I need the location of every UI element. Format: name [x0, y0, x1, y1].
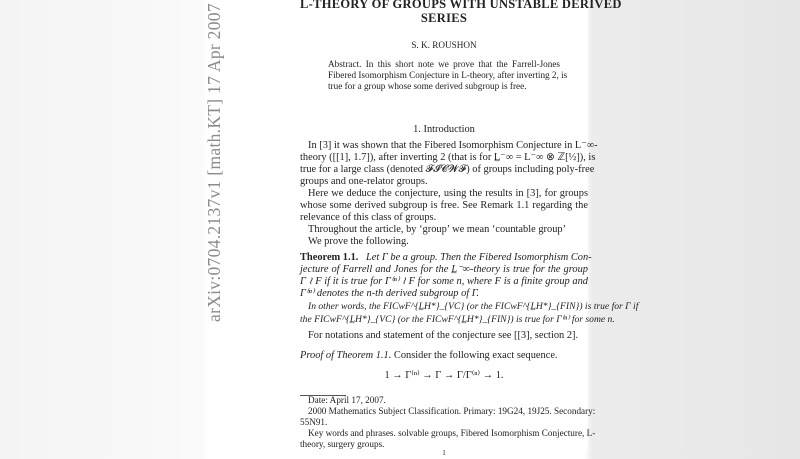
theorem-line: In other words, the FICwF^{L̲H*}_{VC} (or the FICwF^{L̲H*}_{FIN}) is true for Γ if — [308, 301, 639, 312]
exact-sequence: 1 → Γ⁽ⁿ⁾ → Γ → Γ/Γ⁽ⁿ⁾ → 1. — [384, 370, 504, 381]
theorem-line: jecture of Farrell and Jones for the L̲⁻∞-theory is true for the group — [300, 264, 588, 275]
footnote-keywords: Key words and phrases. solvable groups, Fibered Isomorphism Conjecture, L- — [308, 428, 596, 438]
title-line-2: SERIES — [420, 11, 468, 25]
intro-line: relevance of this class of groups. — [300, 212, 437, 223]
theorem-line: Let Γ be a group. Then the Fibered Isomorphism Con- — [366, 252, 592, 263]
intro-line: In [3] it was shown that the Fibered Isomorphism Conjecture in L⁻∞- — [308, 140, 598, 151]
proof-label: Proof of Theorem 1.1. — [300, 350, 392, 361]
footnote-msc: 2000 Mathematics Subject Classification. Primary: 19G24, 19J25. Secondary: — [308, 406, 596, 416]
abstract-line: true for a group whose some derived subgroup is free. — [328, 81, 527, 91]
theorem-line: Γ ≀ F if it is true for Γ⁽ⁿ⁾ ≀ F for some n, where F is a finite group and — [300, 276, 588, 287]
intro-line: whose some derived subgroup is free. See Remark 1.1 regarding the — [300, 200, 588, 211]
proof-line — [300, 350, 588, 362]
section-heading: 1. Introduction — [413, 124, 475, 135]
intro-line: Here we deduce the conjecture, using the results in [3], for groups — [308, 188, 588, 199]
proof-text: Consider the following exact sequence. — [393, 350, 558, 361]
theorem-line: Γ⁽ⁿ⁾ denotes the n-th derived subgroup of Γ. — [300, 288, 479, 299]
footnote-date: Date: April 17, 2007. — [308, 395, 386, 405]
theorem-line: the FICwF^{L̲H*}_{VC} (or the FICwF^{L̲H*}_{FIN}) is true for Γ⁽ⁿ⁾ for some n. — [300, 314, 615, 325]
theorem-label-text: Theorem 1.1. — [300, 252, 359, 263]
page-number: 1 — [442, 449, 446, 457]
intro-line: We prove the following. — [308, 236, 409, 247]
title-line-1: L-THEORY OF GROUPS WITH UNSTABLE DERIVED — [300, 0, 622, 11]
intro-line: groups and one-relator groups. — [300, 176, 428, 187]
footnote-keywords: theory, surgery groups. — [300, 439, 385, 449]
abstract-line: Fibered Isomorphism Conjecture in L-theory, after inverting 2, is — [328, 70, 568, 80]
abstract-line: Abstract. In this short note we prove that the Farrell-Jones — [328, 59, 560, 69]
intro-line: theory ([[1], 1.7]), after inverting 2 (that is for L̲⁻∞ = L⁻∞ ⊗ ℤ[½]), is — [300, 152, 596, 163]
intro-line: true for a large class (denoted 𝓕𝓘𝓒𝓦𝓕) of groups including poly-free — [300, 164, 595, 175]
author: S. K. ROUSHON — [411, 40, 477, 50]
intro-line: Throughout the article, by ‘group’ we mean ‘countable group’ — [308, 224, 567, 235]
notation-line: For notations and statement of the conjecture see [[3], section 2]. — [308, 330, 579, 341]
footnote-msc: 55N91. — [300, 417, 328, 427]
arxiv-stamp: arXiv:0704.2137v1 [math.KT] 17 Apr 2007 — [204, 3, 224, 322]
